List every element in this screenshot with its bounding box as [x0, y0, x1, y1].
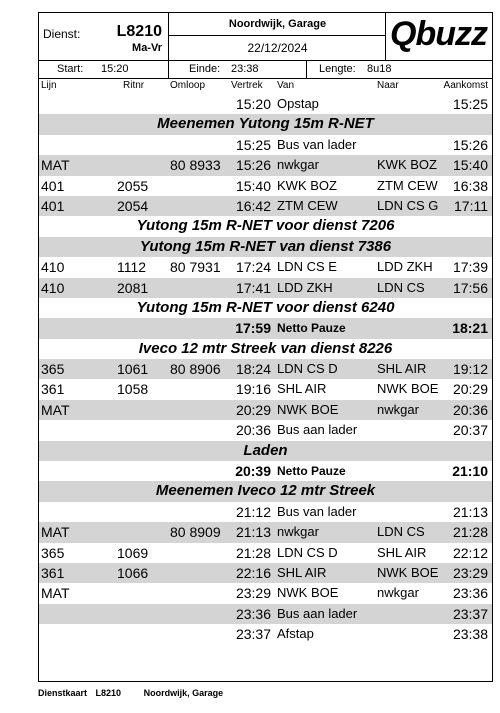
section-header [39, 441, 492, 461]
departure-time: 21:13 [235, 524, 271, 541]
arrival-time: 15:25 [452, 96, 488, 112]
service-days: Ma-Vr [132, 42, 162, 54]
to-stop: NWK BOE [377, 381, 439, 397]
trip-row [39, 278, 492, 298]
section-title: Meenemen Yutong 15m R-NET [157, 115, 374, 133]
trip-row [39, 563, 492, 583]
to-stop: LDD ZKH [377, 259, 433, 275]
departure-time: 21:12 [235, 503, 271, 520]
from-stop: LDD ZKH [277, 279, 333, 295]
arrival-time: 22:12 [452, 544, 488, 561]
trip-row [39, 502, 492, 522]
col-van: Van [277, 80, 295, 91]
trip-row [39, 359, 492, 379]
from-stop: nwkgar [277, 524, 319, 540]
col-vertrek: Vertrek [231, 80, 263, 91]
trip-number: 1069 [117, 544, 149, 561]
end-label: Einde: [189, 63, 221, 75]
arrival-time: 18:21 [452, 320, 488, 337]
location-cell [169, 13, 386, 60]
pause-label: Netto Pauze [277, 321, 346, 336]
departure-time: 16:42 [235, 197, 271, 214]
arrival-time: 21:13 [452, 503, 488, 520]
footer-dienst: L8210 [95, 688, 122, 698]
length-label: Lengte: [319, 63, 356, 75]
from-stop: LDN CS E [277, 259, 337, 275]
arrival-time: 17:11 [454, 197, 488, 214]
block-number: 80 7931 [170, 259, 221, 276]
from-stop: Afstap [277, 626, 314, 642]
col-ritnr: Ritnr [123, 80, 145, 91]
header [39, 13, 492, 61]
from-stop: LDN CS D [277, 361, 338, 377]
departure-time: 23:37 [235, 626, 271, 643]
line-number: MAT [41, 401, 70, 418]
to-stop: nwkgar [377, 585, 419, 601]
section-header [39, 298, 492, 318]
line-number: MAT [41, 524, 70, 541]
from-stop: Bus van lader [277, 136, 357, 152]
location-name: Noordwijk, Garage [169, 13, 386, 36]
departure-time: 17:24 [235, 259, 271, 276]
line-number: 410 [41, 279, 65, 296]
block-number: 80 8906 [170, 361, 221, 378]
from-stop: SHL AIR [277, 381, 327, 397]
section-title: Yutong 15m R-NET van dienst 7386 [139, 237, 392, 255]
duty-card [38, 12, 493, 682]
footer-label: Dienstkaart [38, 688, 88, 698]
arrival-time: 17:56 [452, 279, 488, 296]
departure-time: 18:24 [235, 361, 271, 378]
arrival-time: 20:36 [452, 401, 488, 418]
to-stop: SHL AIR [377, 361, 427, 377]
to-stop: nwkgar [377, 401, 419, 417]
footer-location: Noordwijk, Garage [143, 688, 224, 698]
trip-number: 1066 [117, 564, 149, 581]
pause-row [39, 461, 492, 481]
line-number: 361 [41, 381, 65, 398]
from-stop: Bus van lader [277, 503, 357, 519]
to-stop: ZTM CEW [377, 177, 438, 193]
trip-row [39, 543, 492, 563]
departure-time: 22:16 [235, 564, 271, 581]
to-stop: LDN CS G [377, 197, 439, 213]
departure-time: 21:28 [235, 544, 271, 561]
trip-row [39, 624, 492, 644]
block-number: 80 8909 [170, 524, 221, 541]
from-stop: nwkgar [277, 157, 319, 173]
col-lijn: Lijn [41, 80, 57, 91]
length-cell [307, 60, 492, 78]
arrival-time: 16:38 [452, 177, 488, 194]
end-time: 23:38 [231, 63, 259, 75]
trip-row [39, 155, 492, 175]
trip-row [39, 420, 492, 440]
section-header [39, 216, 492, 236]
departure-time: 15:25 [235, 136, 271, 153]
schedule-rows [39, 94, 492, 645]
trip-number: 1112 [117, 259, 147, 276]
from-stop: NWK BOE [277, 401, 339, 417]
dienst-cell [39, 13, 169, 60]
col-omloop: Omloop [170, 80, 206, 91]
departure-time: 23:36 [235, 605, 271, 622]
trip-row [39, 379, 492, 399]
from-stop: Bus aan lader [277, 605, 358, 621]
arrival-time: 15:40 [452, 157, 488, 174]
line-number: 365 [41, 361, 65, 378]
to-stop: SHL AIR [377, 544, 427, 560]
trip-number: 2081 [117, 279, 149, 296]
departure-time: 15:26 [235, 157, 271, 174]
from-stop: SHL AIR [277, 564, 327, 580]
departure-time: 19:16 [235, 381, 271, 398]
section-header [39, 339, 492, 359]
arrival-time: 21:10 [452, 463, 488, 480]
from-stop: Bus aan lader [277, 422, 358, 438]
trip-row [39, 135, 492, 155]
departure-time: 20:29 [235, 401, 271, 418]
arrival-time: 23:29 [452, 564, 488, 581]
arrival-time: 20:37 [452, 422, 488, 439]
from-stop: KWK BOZ [277, 177, 337, 193]
line-number: MAT [41, 585, 70, 602]
logo-cell [386, 13, 492, 60]
pause-label: Netto Pauze [277, 464, 346, 479]
section-title: Meenemen Iveco 12 mtr Streek [155, 482, 376, 500]
from-stop: LDN CS D [277, 544, 338, 560]
trip-row [39, 94, 492, 114]
block-number: 80 8933 [170, 157, 221, 174]
departure-time: 17:59 [235, 320, 271, 337]
arrival-time: 15:26 [452, 136, 488, 153]
from-stop: NWK BOE [277, 585, 339, 601]
trip-number: 2054 [117, 197, 149, 214]
trip-row [39, 257, 492, 277]
line-number: 410 [41, 259, 65, 276]
from-stop: ZTM CEW [277, 197, 338, 213]
arrival-time: 23:36 [452, 585, 488, 602]
departure-time: 20:36 [235, 422, 271, 439]
line-number: MAT [41, 157, 70, 174]
arrival-time: 20:29 [452, 381, 488, 398]
section-title: Yutong 15m R-NET voor dienst 6240 [136, 298, 395, 316]
trip-number: 1061 [117, 361, 149, 378]
section-title: Laden [243, 441, 288, 459]
line-number: 401 [41, 197, 65, 214]
to-stop: NWK BOE [377, 564, 439, 580]
departure-time: 15:20 [235, 96, 271, 112]
section-header [39, 237, 492, 257]
times-bar [39, 60, 492, 79]
trip-number: 2055 [117, 177, 149, 194]
trip-number: 1058 [117, 381, 149, 398]
to-stop: KWK BOZ [377, 157, 437, 173]
trip-row [39, 176, 492, 196]
departure-time: 23:29 [235, 585, 271, 602]
col-aankomst: Aankomst [443, 80, 488, 91]
trip-row [39, 583, 492, 603]
length-value: 8u18 [367, 63, 392, 75]
start-time: 15:20 [101, 63, 129, 75]
pause-row [39, 318, 492, 338]
section-header [39, 114, 492, 134]
trip-row [39, 196, 492, 216]
to-stop: LDN CS [377, 279, 425, 295]
line-number: 365 [41, 544, 65, 561]
departure-time: 17:41 [235, 279, 271, 296]
arrival-time: 23:38 [452, 626, 488, 643]
start-cell [39, 60, 169, 78]
end-cell [169, 60, 307, 78]
trip-row [39, 522, 492, 542]
arrival-time: 23:37 [452, 605, 488, 622]
col-naar: Naar [377, 80, 399, 91]
arrival-time: 21:28 [452, 524, 488, 541]
trip-row [39, 604, 492, 624]
service-date: 22/12/2024 [247, 41, 308, 55]
section-header [39, 481, 492, 501]
dienst-label: Dienst: [43, 27, 81, 41]
start-label: Start: [57, 63, 84, 75]
line-number: 401 [41, 177, 65, 194]
footer [38, 688, 229, 698]
trip-row [39, 400, 492, 420]
section-title: Yutong 15m R-NET voor dienst 7206 [136, 217, 395, 235]
departure-time: 20:39 [235, 463, 271, 480]
dienst-number: L8210 [116, 23, 162, 40]
departure-time: 15:40 [235, 177, 271, 194]
arrival-time: 19:12 [452, 361, 488, 378]
qbuzz-logo: Qbuzz [390, 15, 487, 53]
from-stop: Opstap [277, 96, 319, 111]
line-number: 361 [41, 564, 65, 581]
column-headers [39, 79, 492, 93]
arrival-time: 17:39 [452, 259, 488, 276]
section-title: Iveco 12 mtr Streek van dienst 8226 [138, 339, 393, 357]
to-stop: LDN CS [377, 524, 425, 540]
